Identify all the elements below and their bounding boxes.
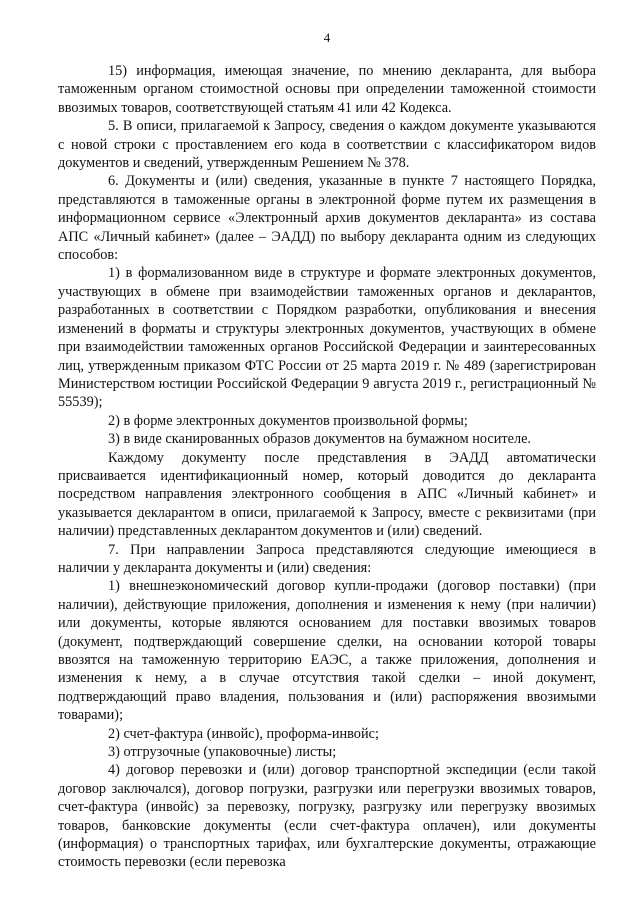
page-number: 4 [323,30,331,45]
paragraph-item-15: 15) информация, имеющая значение, по мнению декларанта, для выбора таможенным органом стоимостной основы при определении таможенной стоимости ввозимых товаров, соответствующей статьям 41 или 42 Кодекса. [58,63,596,116]
paragraph-document-4: 4) договор перевозки и (или) договор транспортной экспедиции (если такой договор заключался), договор погрузки, разгрузки или перегрузки ввозимых товаров, счет-фактура (инвойс) за перевозку, погрузку, разгрузку или перегрузку ввозимых товаров, банковские документы (если счет-фактура оплачен), или документы (информация) о транспортных тарифах, или бухгалтерские документы, отражающие стоимость перевозки (если перевозка [58,762,596,871]
paragraph-method-1: 1) в формализованном виде в структуре и формате электронных документов, участвующих в обмене при взаимодействии таможенных органов и декларантов, разработанных в соответствии с Порядком разработки, опубликования и внесения изменений в форматы и структуры электронных документов, участвующих в обмене при взаимодействии таможенных органов Российской Федерации и заинтересованных лиц, утвержденным приказом ФТС России от 25 марта 2019 г. № 489 (зарегистрирован Министерством юстиции Российской Федерации 9 августа 2019 г., регистрационный № 55539); [58,265,596,411]
paragraph-method-2: 2) в форме электронных документов произвольной формы; [108,412,468,429]
paragraph-section-5: 5. В описи, прилагаемой к Запросу, сведения о каждом документе указываются с новой строки с проставлением его кода в соответствии с классификатором видов документов и сведений, утвержденным Решением № 378. [58,118,596,172]
paragraph-document-2: 2) счет-фактура (инвойс), проформа-инвойс; [108,725,379,742]
paragraph-section-7: 7. При направлении Запроса представляются следующие имеющиеся в наличии у декларанта документы и (или) сведения: [58,541,596,576]
paragraph-document-3: 3) отгрузочные (упаковочные) листы; [108,744,337,761]
paragraph-document-1: 1) внешнеэкономический договор купли-продажи (договор поставки) (при наличии), действующие приложения, дополнения и изменения к нему (при наличии) или документы, которые являются основанием для поставки ввозимых товаров (документ, подтверждающий совершение сделки, на основании которой товары ввозятся на таможенную территорию ЕАЭС, а также приложения, дополнения и изменения к нему, а в случае отсутствия такой сделки – иной документ, подтверждающий право владения, пользования и (или) распоряжения ввозимыми товарами); [58,578,596,724]
paragraph-method-3: 3) в виде сканированных образов документов на бумажном носителе. [108,431,532,448]
paragraph-identifier: Каждому документу после представления в ЭАДД автоматически присваивается идентификационный номер, который доводится до декларанта посредством направления электронного сообщения в АПС «Личный кабинет» и указывается декларантом в описи, прилагаемой к Запросу, вместе с реквизитами (при наличии) представленных декларантом документов и (или) сведений. [58,449,596,540]
paragraph-section-6: 6. Документы и (или) сведения, указанные в пункте 7 настоящего Порядка, представляются в таможенные органы в электронной форме путем их размещения в информационном сервисе «Электронный архив документов декларанта» из состава АПС «Личный кабинет» (далее – ЭАДД) по выбору декларанта одним из следующих способов: [58,173,596,264]
